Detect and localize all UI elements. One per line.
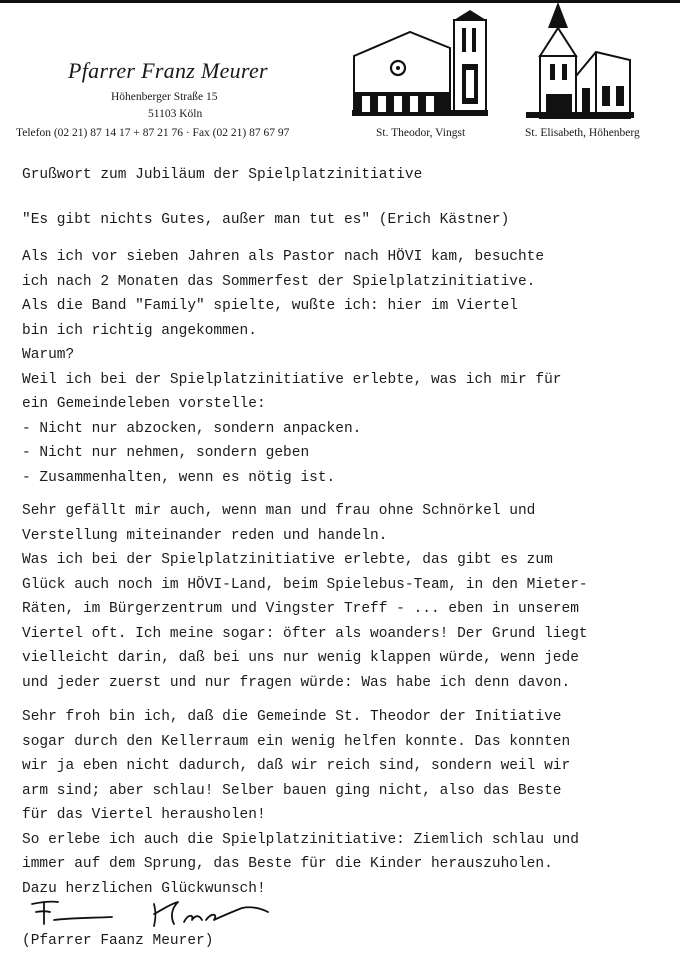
sender-phone-fax: Telefon (02 21) 87 14 17 + 87 21 76 · Fax (02 21) 87 67 97 xyxy=(16,127,290,139)
church-st-elisabeth-icon xyxy=(522,2,636,126)
paragraph-2: Sehr gefällt mir auch, wenn man und frau ohne Schnörkel und Verstellung miteinander reden und handeln. Was ich bei der Spielplatzinitiative erlebte, das gibt es zum Glück auch noch im HÖVI-Land, beim Spielebus-Team, in den Mieter- Räten, im Bürgerzentrum und Vingster Treff - ... eben in unserem Viertel oft. Ich meine sogar: öfter als woanders! Der Grund liegt vielleicht darin, daß bei uns nur wenig klappen würde, wenn jede und jeder zuerst und nur fragen würde: Was habe ich denn davon. xyxy=(22,503,588,691)
sender-street: Höhenberger Straße 15 xyxy=(111,91,218,103)
church-caption-st-theodor: St. Theodor, Vingst xyxy=(376,127,466,139)
paragraph-1: Als ich vor sieben Jahren als Pastor nach HÖVI kam, besuchte ich nach 2 Monaten das Sommerfest der Spielplatzinitiative. Als die Band "Family" spielte, wußte ich: hier im Viertel bin ich richtig angekommen. Warum? Weil ich bei der Spielplatzinitiative erlebte, was ich mir für ein Gemeindeleben vorstelle: - Nicht nur abzocken, sondern anpacken. - Nicht nur nehmen, sondern geben - Zusammenhalten, wenn es nötig ist. xyxy=(22,249,562,486)
handwritten-signature xyxy=(28,896,278,930)
sender-city: 51103 Köln xyxy=(148,108,203,120)
letter-quote: "Es gibt nichts Gutes, außer man tut es" (Erich Kästner) xyxy=(22,212,510,228)
letter-subject: Grußwort zum Jubiläum der Spielplatzinitiative xyxy=(22,167,423,183)
church-caption-st-elisabeth: St. Elisabeth, Höhenberg xyxy=(525,127,640,139)
paragraph-3: Sehr froh bin ich, daß die Gemeinde St. Theodor der Initiative sogar durch den Kellerraum ein wenig helfen konnte. Das konnten wir ja eben nicht dadurch, daß wir reich sind, sondern weil wir arm sind; aber schlau! Selber bauen ging nicht, also das Beste für das Viertel herausholen! So erlebe ich auch die Spielplatzinitiative: Ziemlich schlau und immer auf dem Sprung, das Beste für die Kinder herauszuholen. Dazu herzlichen Glückwunsch! xyxy=(22,709,579,897)
church-st-theodor-icon xyxy=(350,6,490,122)
signoff-name: (Pfarrer Faanz Meurer) xyxy=(22,933,214,949)
sender-name: Pfarrer Franz Meurer xyxy=(68,58,268,83)
